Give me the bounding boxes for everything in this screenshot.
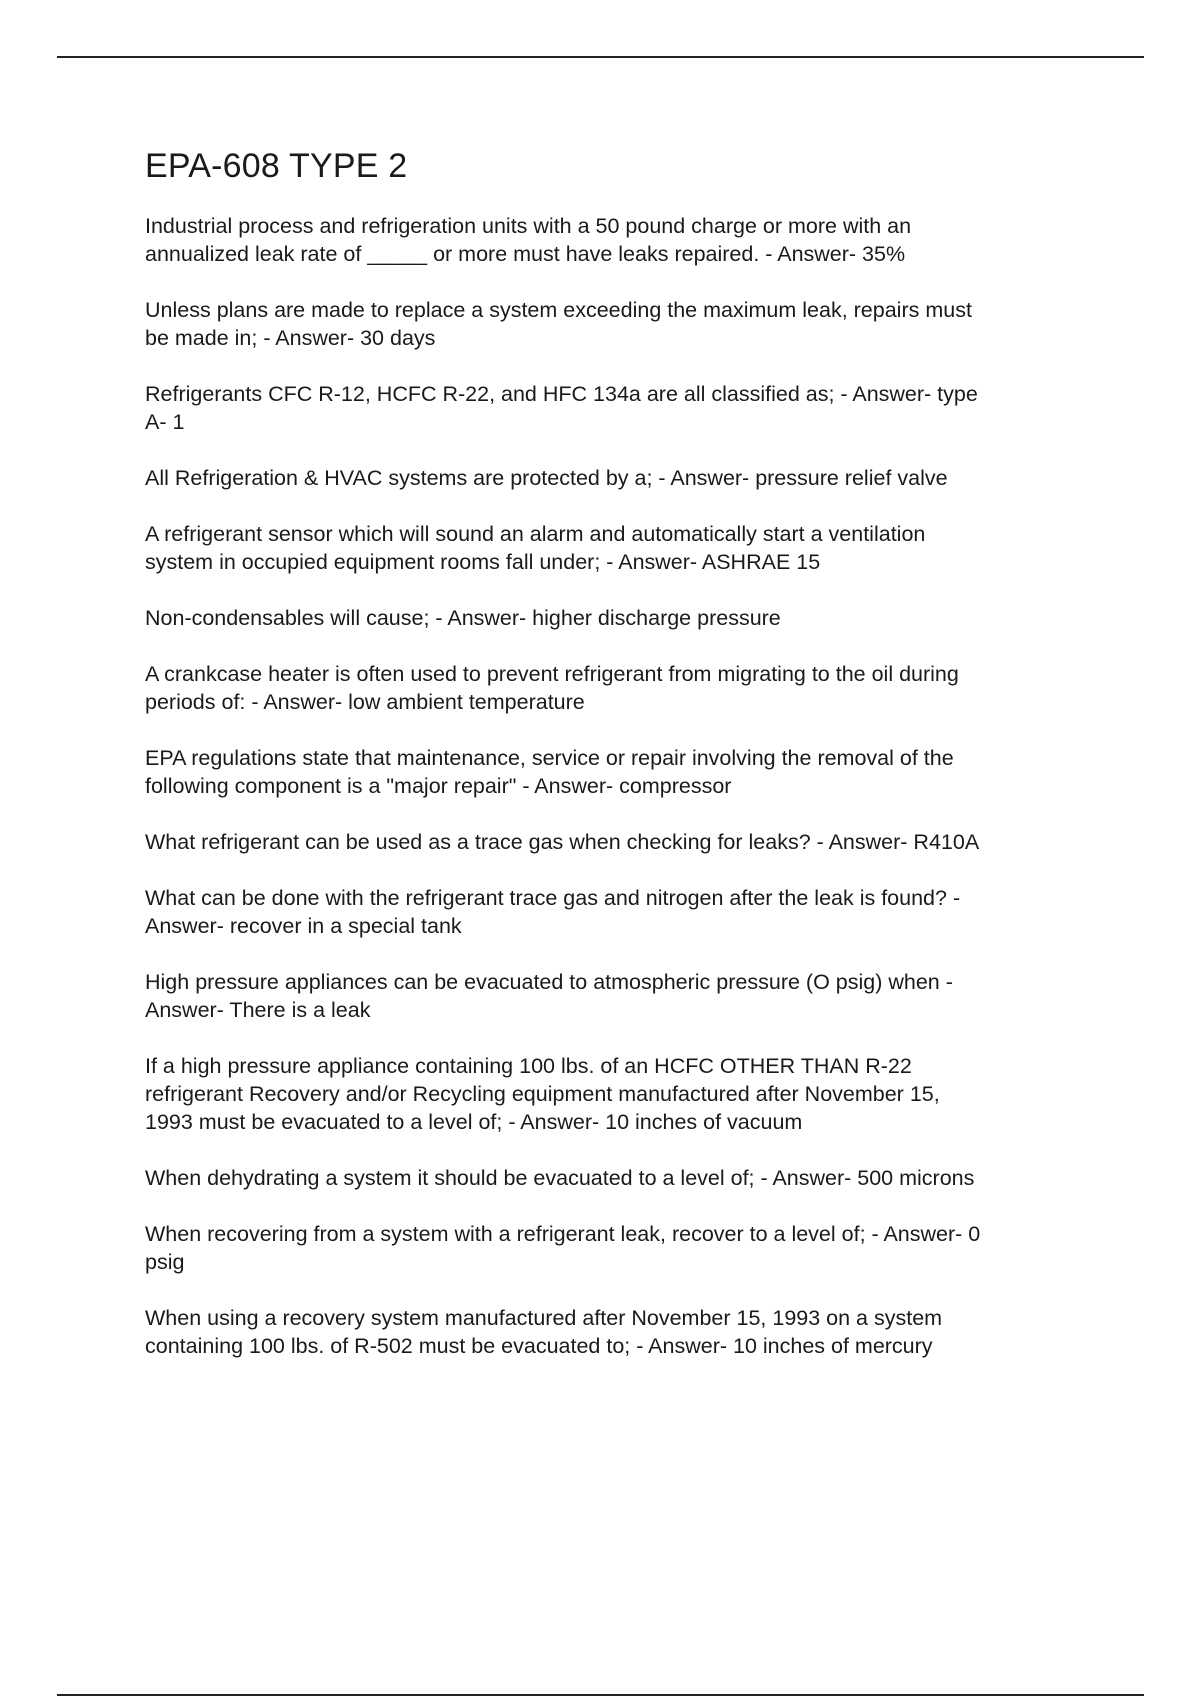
qa-item: When dehydrating a system it should be evacuated to a level of; - Answer- 500 microns [145, 1166, 975, 1190]
qa-item: Industrial process and refrigeration units with a 50 pound charge or more with an annualized leak rate of _____ or more must have leaks repaired. - Answer- 35% [145, 214, 912, 266]
qa-item: All Refrigeration & HVAC systems are protected by a; - Answer- pressure relief valve [145, 466, 948, 490]
qa-list [145, 212, 1095, 1360]
qa-item: When using a recovery system manufactured after November 15, 1993 on a system containing 100 lbs. of R-502 must be evacuated to; - Answer- 10 inches of mercury [145, 1306, 943, 1358]
top-divider [57, 56, 1144, 58]
qa-item: A refrigerant sensor which will sound an alarm and automatically start a ventilation system in occupied equipment rooms fall under; - Answer- ASHRAE 15 [145, 522, 926, 574]
qa-item: EPA regulations state that maintenance, service or repair involving the removal of the following component is a "major repair" - Answer- compressor [145, 746, 954, 798]
qa-item: Unless plans are made to replace a system exceeding the maximum leak, repairs must be made in; - Answer- 30 days [145, 298, 972, 350]
qa-item: If a high pressure appliance containing 100 lbs. of an HCFC OTHER THAN R-22 refrigerant Recovery and/or Recycling equipment manufactured after November 15, 1993 must be evacuated to a level of; - Answer- 10 inches of vacuum [145, 1054, 940, 1134]
document-title: EPA-608 TYPE 2 [145, 147, 408, 185]
qa-item: High pressure appliances can be evacuated to atmospheric pressure (O psig) when - Answer- There is a leak [145, 970, 953, 1022]
qa-item: Refrigerants CFC R-12, HCFC R-22, and HFC 134a are all classified as; - Answer- type A- 1 [145, 382, 978, 434]
qa-item: What refrigerant can be used as a trace gas when checking for leaks? - Answer- R410A [145, 830, 980, 854]
qa-item: When recovering from a system with a refrigerant leak, recover to a level of; - Answer- 0 psig [145, 1222, 981, 1274]
document-body [145, 144, 1095, 1388]
qa-item: Non-condensables will cause; - Answer- higher discharge pressure [145, 606, 781, 630]
qa-item: What can be done with the refrigerant trace gas and nitrogen after the leak is found? - Answer- recover in a special tank [145, 886, 961, 938]
qa-item: A crankcase heater is often used to prevent refrigerant from migrating to the oil during periods of: - Answer- low ambient temperature [145, 662, 959, 714]
bottom-divider [57, 1694, 1144, 1696]
